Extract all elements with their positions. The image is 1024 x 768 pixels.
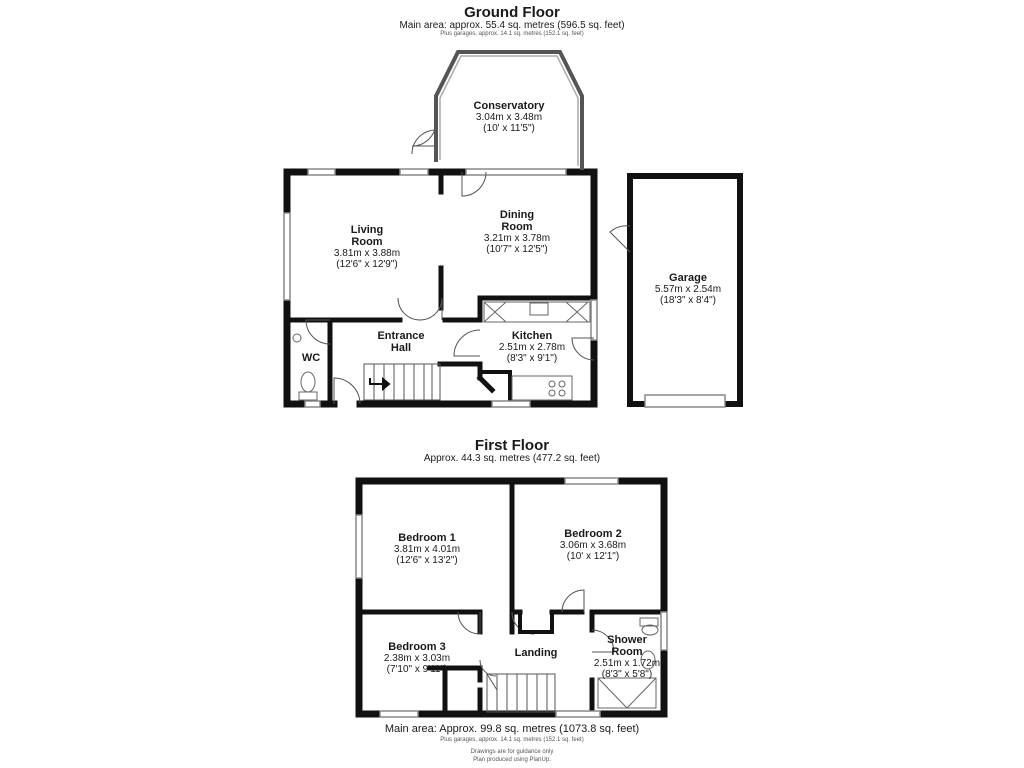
stair-arrow-icon xyxy=(370,378,389,389)
dining-room-label-1: Dining xyxy=(499,209,535,221)
shower-room-imperial: (8'3" x 5'8") xyxy=(601,669,653,680)
bedroom1-metric: 3.81m x 4.01m xyxy=(393,544,461,555)
total-garage-area: Plus garages, approx. 14.1 sq. metres (152.1 sq. feet) xyxy=(440,737,584,743)
shower-room-metric: 2.51m x 1.72m xyxy=(593,658,661,669)
kitchen-imperial: (8'3" x 9'1") xyxy=(506,353,558,364)
ff-staircase xyxy=(487,674,555,712)
ff-cupboards xyxy=(520,612,552,632)
bedroom2-label: Bedroom 2 xyxy=(564,528,622,540)
entrance-hall-label-1: Entrance xyxy=(377,330,425,342)
kitchen-label: Kitchen xyxy=(511,330,553,342)
conservatory-imperial: (10' x 11'5") xyxy=(483,123,535,134)
garage-label: Garage xyxy=(669,272,707,284)
shower-room-label-2: Room xyxy=(611,646,643,658)
entrance-hall-label-2: Hall xyxy=(390,342,412,354)
first-floor-title: First Floor xyxy=(474,437,550,454)
bedroom3-label: Bedroom 3 xyxy=(388,641,446,653)
bedroom3-imperial: (7'10" x 9'11") xyxy=(386,664,448,675)
first-floor-area: Approx. 44.3 sq. metres (477.2 sq. feet) xyxy=(423,453,601,464)
living-room-imperial: (12'6" x 12'9") xyxy=(336,259,398,270)
bedroom2-imperial: (10' x 12'1") xyxy=(566,551,620,562)
kitchen-metric: 2.51m x 2.78m xyxy=(498,342,566,353)
dining-room-metric: 3.21m x 3.78m xyxy=(483,233,551,244)
garage-metric: 5.57m x 2.54m xyxy=(654,284,722,295)
dining-room-label-2: Room xyxy=(501,221,533,233)
conservatory-metric: 3.04m x 3.48m xyxy=(475,112,543,123)
produced-by-note: Plan produced using PlanUp. xyxy=(473,757,551,763)
bedroom2-metric: 3.06m x 3.68m xyxy=(559,540,627,551)
wc-fixtures xyxy=(293,334,317,400)
kitchen-wall xyxy=(480,298,594,320)
kitchen-hall-wall xyxy=(480,372,510,404)
ground-floor-garage-area: Plus garages, approx. 14.1 sq. metres (152.1 sq. feet) xyxy=(440,31,584,37)
landing-label: Landing xyxy=(514,647,558,659)
dining-room-imperial: (10'7" x 12'5") xyxy=(486,244,548,255)
guidance-note: Drawings are for guidance only xyxy=(470,749,554,755)
ground-floor-title: Ground Floor xyxy=(464,4,560,21)
staircase xyxy=(364,364,440,400)
wc-label: WC xyxy=(301,352,321,364)
ground-floor-area: Main area: approx. 55.4 sq. metres (596.5 sq. feet) xyxy=(399,20,625,31)
bedroom1-imperial: (12'6" x 13'2") xyxy=(396,555,458,566)
total-area: Main area: Approx. 99.8 sq. metres (1073.8 sq. feet) xyxy=(384,723,640,735)
stair-wall xyxy=(440,364,492,390)
conservatory-label: Conservatory xyxy=(473,100,545,112)
living-room-label-2: Room xyxy=(351,236,383,248)
shower-room-label-1: Shower xyxy=(607,634,647,646)
bedroom1-label: Bedroom 1 xyxy=(398,532,456,544)
bedroom3-metric: 2.38m x 3.03m xyxy=(383,653,451,664)
living-room-label-1: Living xyxy=(350,224,384,236)
living-room-metric: 3.81m x 3.88m xyxy=(333,248,401,259)
garage-imperial: (18'3" x 8'4") xyxy=(660,295,716,306)
